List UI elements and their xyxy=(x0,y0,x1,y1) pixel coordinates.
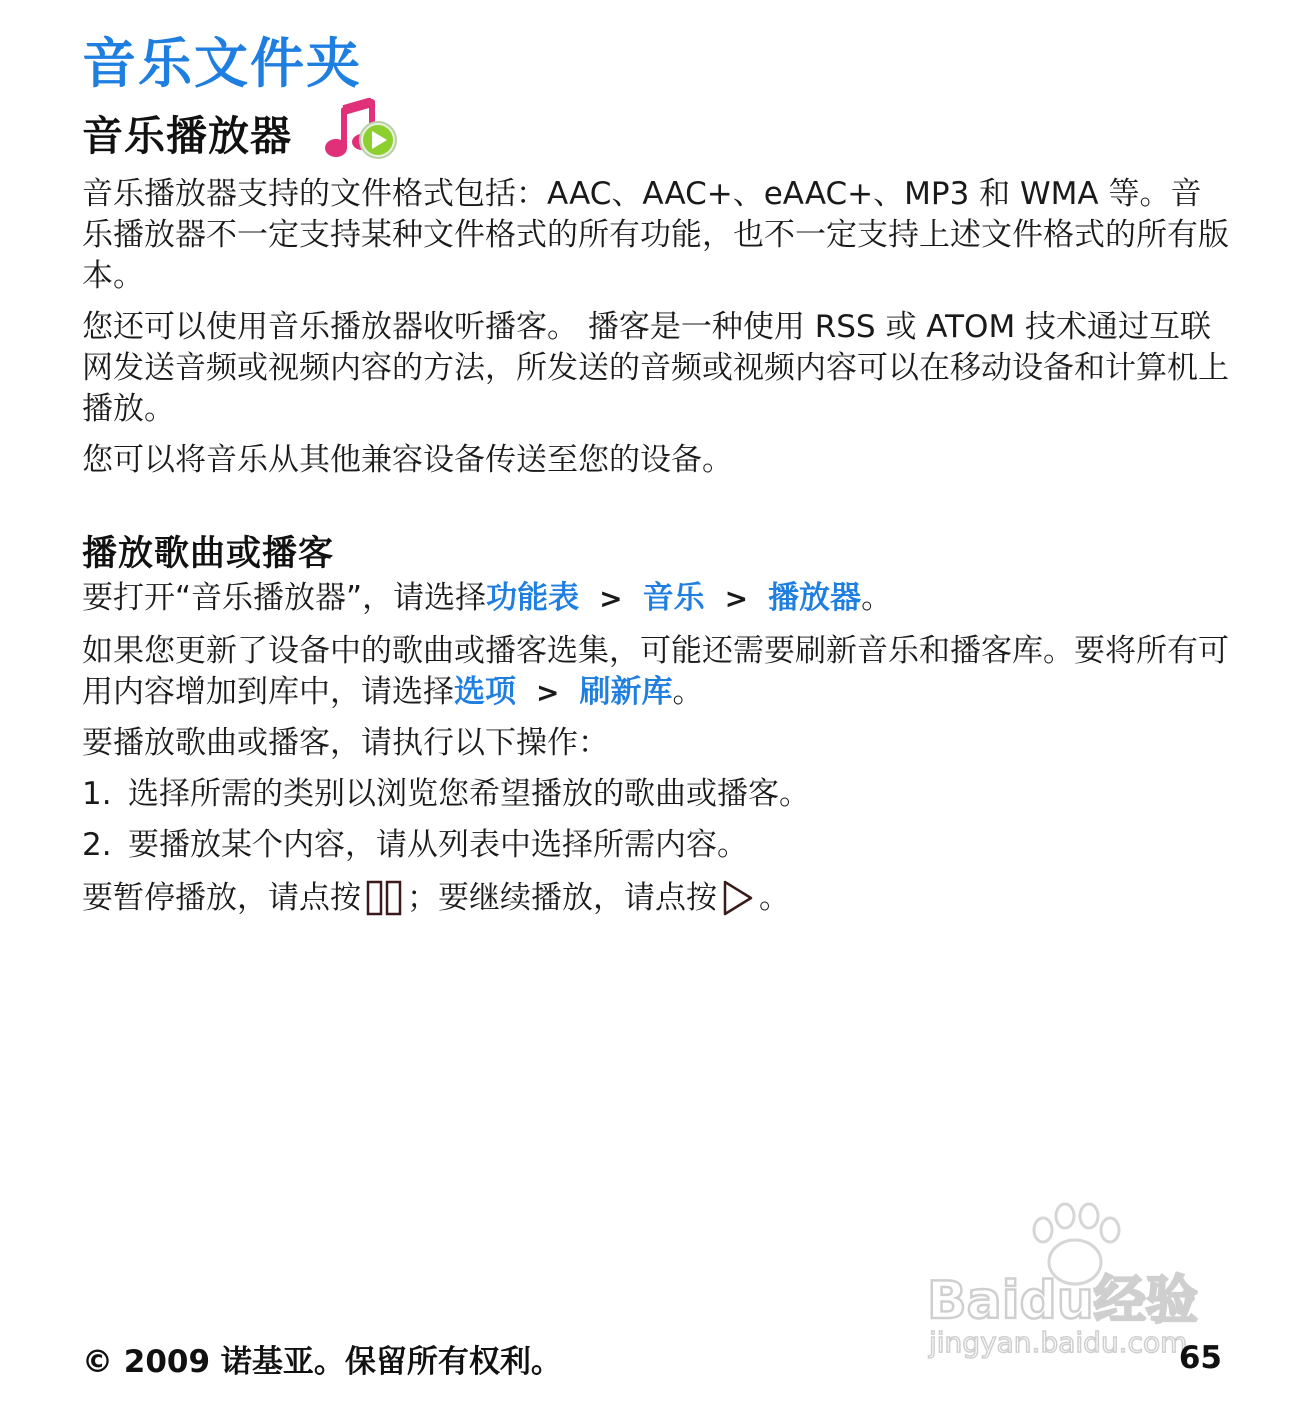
pause-icon xyxy=(365,880,403,916)
list-item xyxy=(82,774,1232,815)
menu-separator: > xyxy=(724,582,749,615)
menu-link-player[interactable]: 播放器 xyxy=(768,580,862,616)
menu-link-options[interactable]: 选项 xyxy=(454,674,516,710)
open-player-suffix: 。 xyxy=(861,580,893,616)
podcast-paragraph: 您还可以使用音乐播放器收听播客。 播客是一种使用 RSS 或 ATOM 技术通过互联网发送音频或视频内容的方法，所发送的音频或视频内容可以在移动设备和计算机上播放。 xyxy=(82,309,1229,427)
page-footer xyxy=(82,1336,1222,1380)
open-player-prefix: 要打开“音乐播放器”，请选择 xyxy=(82,580,487,616)
menu-link-refresh-library[interactable]: 刷新库 xyxy=(579,674,673,710)
step-number: 1. xyxy=(82,776,112,812)
watermark-logo-text: Baidu经验 xyxy=(927,1271,1198,1331)
pause-suffix: 。 xyxy=(759,880,790,916)
pause-resume-instruction xyxy=(82,878,1232,919)
copyright-text: © 2009 诺基亚。保留所有权利。 xyxy=(82,1343,562,1380)
step-number: 2. xyxy=(82,827,112,863)
menu-separator: > xyxy=(536,676,560,709)
pause-middle: ；要继续播放，请点按 xyxy=(407,880,717,916)
document-page xyxy=(82,28,1232,919)
subsection-title: 播放歌曲或播客 xyxy=(82,534,335,574)
refresh-library-suffix: 。 xyxy=(672,674,704,710)
open-player-instruction xyxy=(82,578,1232,619)
page-number: 65 xyxy=(1178,1340,1222,1376)
refresh-library-prefix: 如果您更新了设备中的歌曲或播客选集，可能还需要刷新音乐和播客库。要将所有可用内容增加到库中，请选择 xyxy=(82,633,1229,710)
section-title-text: 音乐播放器 xyxy=(82,111,292,160)
music-player-icon xyxy=(322,98,402,166)
pause-prefix: 要暂停播放，请点按 xyxy=(82,880,361,916)
step-text: 要播放某个内容，请从列表中选择所需内容。 xyxy=(128,827,748,863)
chapter-title: 音乐文件夹 xyxy=(82,32,362,95)
intro-paragraph: 音乐播放器支持的文件格式包括：AAC、AAC+、eAAC+、MP3 和 WMA 等。音乐播放器不一定支持某种文件格式的所有功能，也不一定支持上述文件格式的所有版本。 xyxy=(82,176,1229,294)
watermark-url: jingyan.baidu.com xyxy=(929,1326,1188,1359)
transfer-paragraph: 您可以将音乐从其他兼容设备传送至您的设备。 xyxy=(82,442,733,478)
steps-intro: 要播放歌曲或播客，请执行以下操作： xyxy=(82,725,609,761)
menu-link-function-table[interactable]: 功能表 xyxy=(486,580,580,616)
step-text: 选择所需的类别以浏览您希望播放的歌曲或播客。 xyxy=(128,776,810,812)
list-item xyxy=(82,825,1232,866)
menu-link-music[interactable]: 音乐 xyxy=(642,580,705,616)
refresh-library-instruction xyxy=(82,631,1232,713)
menu-separator: > xyxy=(599,582,623,615)
section-title xyxy=(82,100,1232,164)
play-icon xyxy=(721,880,755,916)
